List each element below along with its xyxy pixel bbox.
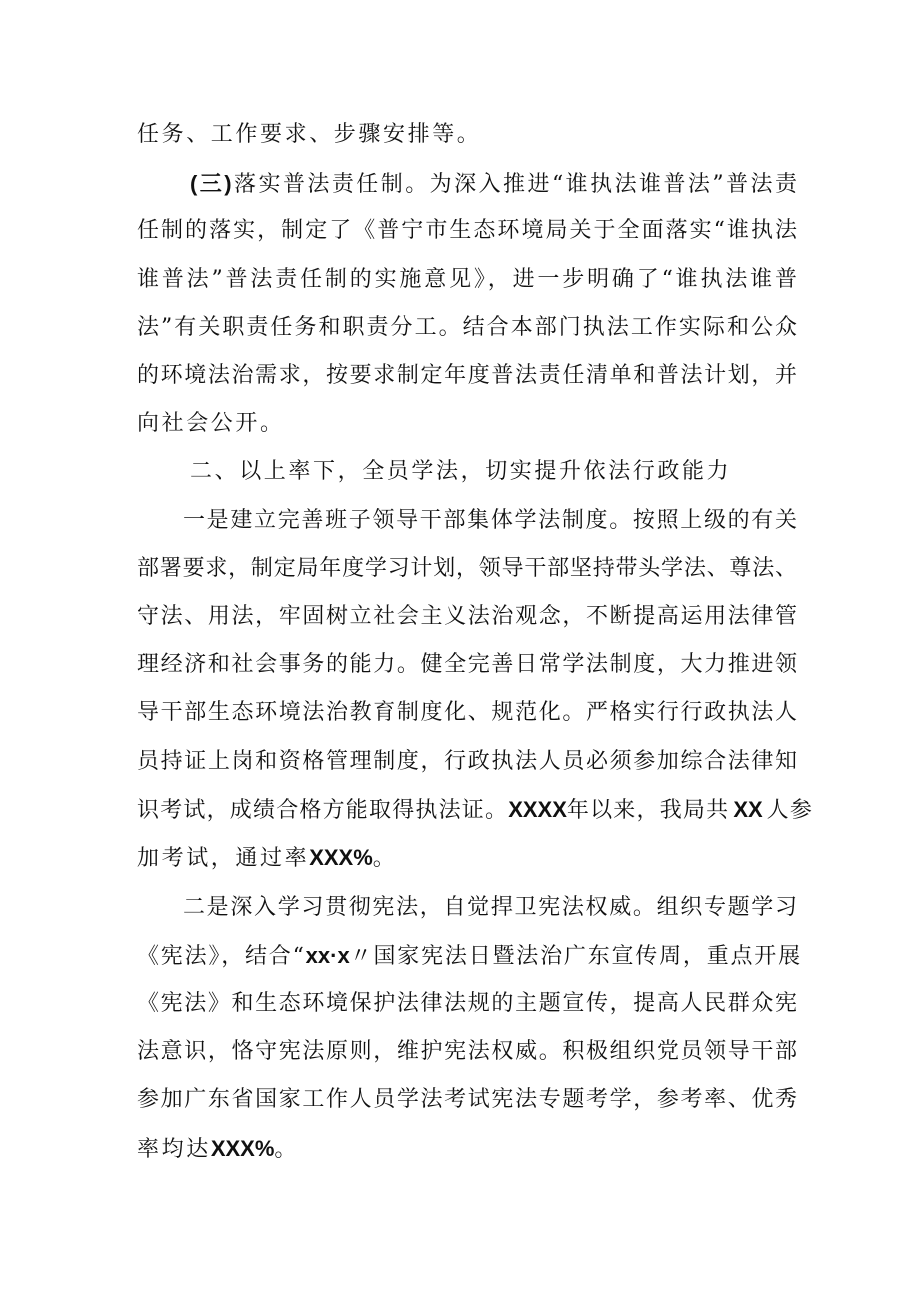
paragraph-line: 理经济和社会事务的能力。健全完善日常学法制度，大力推进领	[137, 652, 797, 677]
rate-placeholder: XXX%	[210, 1136, 275, 1161]
paragraph-line	[137, 795, 814, 826]
paragraph-line	[137, 1134, 797, 1165]
paragraph-line: 守法、用法，牢固树立社会主义法治观念，不断提高运用法律管	[137, 604, 797, 629]
paragraph-line: 一是建立完善班子领导干部集体学法制度。按照上级的有关	[183, 508, 797, 533]
section-heading: 二、以上率下，全员学法，切实提升依法行政能力	[190, 459, 732, 484]
paragraph-text: 年以来，我局共	[566, 798, 730, 823]
paragraph-text: 加考试，通过率	[137, 846, 310, 871]
paragraph-line: 导干部生态环境法治教育制度化、规范化。严格实行行政执法人	[137, 700, 797, 725]
rate-placeholder: XXX%	[309, 845, 373, 870]
paragraph-text: 识考试，成绩合格方能取得执法证。	[137, 798, 509, 823]
count-placeholder: XX	[733, 797, 763, 822]
paragraph-line: 向社会公开。	[137, 411, 285, 436]
paragraph-text: 率均达	[137, 1137, 211, 1162]
paragraph-line: 的环境法治需求，按要求制定年度普法责任清单和普法计划，并	[137, 363, 797, 388]
paragraph-line: 任制的落实，制定了《普宁市生态环境局关于全面落实“谁执法	[137, 218, 797, 243]
date-placeholder: xx·x	[305, 943, 350, 968]
paragraph-text: 落实普法责任制。为深入推进“谁执法谁普法”普法责	[231, 172, 798, 197]
paragraph-line: 部署要求，制定局年度学习计划，领导干部坚持带头学法、尊法、	[137, 556, 797, 581]
paragraph-line: 参加广东省国家工作人员学法考试宪法专题考学，参考率、优秀	[137, 1087, 797, 1112]
year-placeholder: XXXX	[508, 797, 567, 822]
paragraph-line: 员持证上岗和资格管理制度，行政执法人员必须参加综合法律知	[137, 749, 797, 774]
paragraph-line: 谁普法”普法责任制的实施意见》，进一步明确了“谁执法谁普	[137, 267, 797, 292]
paragraph-line: 法意识，恪守宪法原则，维护宪法权威。积极组织党员领导干部	[137, 1039, 797, 1064]
paragraph-text: 。	[274, 1137, 300, 1162]
paragraph-line	[137, 941, 802, 972]
paragraph-line	[137, 843, 797, 874]
paragraph-line: 任务、工作要求、步骤安排等。	[137, 122, 482, 147]
paragraph-line: 二是深入学习贯彻宪法，自觉捍卫宪法权威。组织专题学习	[183, 895, 797, 920]
section-number: (三)	[190, 171, 232, 196]
paragraph-text: 人参	[766, 798, 814, 823]
paragraph-text: 〃国家宪法日暨法治广东宣传周，重点开展	[349, 944, 802, 969]
paragraph-text: 。	[372, 846, 398, 871]
paragraph-line	[190, 169, 797, 200]
paragraph-text: 《宪法》，结合“	[137, 944, 306, 969]
paragraph-line: 《宪法》和生态环境保护法律法规的主题宣传，提高人民群众宪	[137, 991, 797, 1016]
paragraph-line: 法”有关职责任务和职责分工。结合本部门执法工作实际和公众	[137, 315, 797, 340]
